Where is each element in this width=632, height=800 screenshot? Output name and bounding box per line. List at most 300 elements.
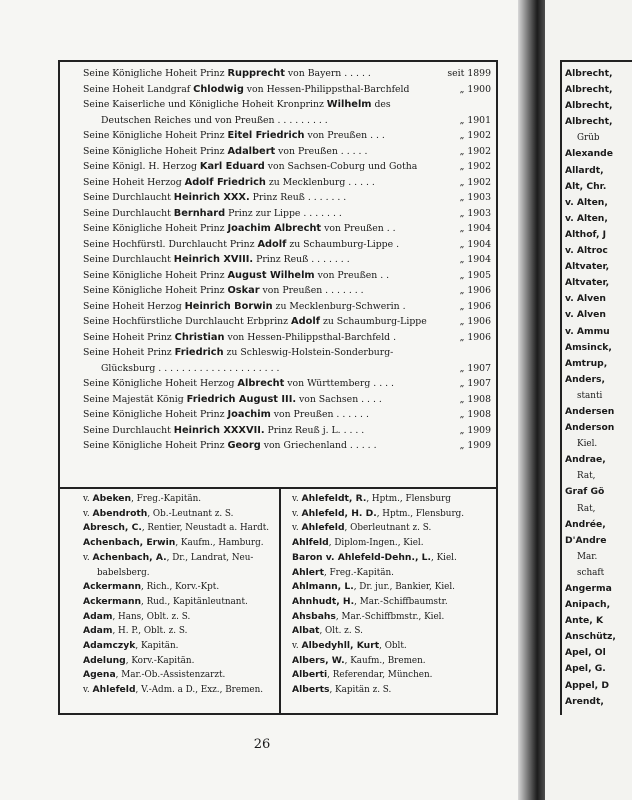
member-name: v. Alten, [565,196,608,208]
membership-year: „ 1908 [459,393,491,405]
member-entry [565,211,632,227]
sovereign-name: Heinrich Borwin [184,300,273,312]
membership-year: „ 1902 [459,130,491,141]
member-name: Ahsbahs [292,610,336,622]
sovereign-row [83,438,491,454]
member-name: Achenbach, A. [92,551,167,563]
sovereign-name: Bernhard [173,207,226,219]
member-entry [83,536,283,551]
member-details: , Kapitän z. S. [329,685,392,696]
member-prefix: v. [292,494,302,504]
sovereign-entry [83,66,371,82]
member-entry [565,565,632,581]
member-details: , H. P., Oblt. z. S. [112,626,188,637]
member-name: Althof, J [565,228,607,240]
member-details: , Rud., Kapitänleutnant. [141,596,248,607]
sovereign-row [83,268,491,284]
member-entry [565,227,632,243]
member-name: Adam [83,625,113,637]
membership-year: „ 1906 [459,331,491,343]
member-details: , Rich., Korv.-Kpt. [141,582,220,593]
member-entry [565,388,632,404]
member-details: stanti [577,390,603,401]
member-name: Albedyhll, Kurt [301,640,380,652]
member-name: Agena [83,669,116,681]
member-name: Ahlefeld [301,522,345,534]
sovereign-suffix: zu Mecklenburg-Schwerin . [272,300,406,312]
sovereign-suffix: von Preußen . . . . . . [270,409,369,420]
sovereign-name: Oskar [227,285,260,296]
member-entry [565,645,632,661]
sovereign-row [83,423,491,439]
member-name: v. Alven [565,293,606,305]
member-entry [565,275,632,291]
sovereign-suffix: von Hessen-Philippsthal-Barchfeld [243,83,410,95]
sovereign-entry [83,330,396,346]
membership-year: „ 1904 [459,238,491,250]
member-details: , V.-Adm. a D., Exz., Bremen. [135,685,264,696]
membership-year: „ 1906 [459,300,491,312]
member-prefix: v. [83,552,93,563]
sovereign-name: Adolf [257,238,287,250]
sovereign-title: Seine Königliche Hoheit Prinz [83,223,228,234]
membership-year [445,345,491,361]
member-entry [292,610,492,625]
member-details: , Kaufm., Bremen. [344,655,426,666]
member-name: Ahlefeldt, R. [301,493,367,504]
sovereign-title: Seine Königliche Hoheit Herzog [83,378,238,389]
member-prefix: v. [83,508,93,519]
sovereign-name: Chlodwig [193,83,244,95]
member-name: Andersen [565,405,615,417]
sovereign-row [83,252,491,268]
member-details: Mar. [577,551,598,562]
member-name: Andrae, [565,454,606,466]
membership-year: „ 1909 [459,440,491,451]
sovereign-entry [101,361,279,377]
member-details: Kiel. [577,439,598,450]
member-entry [83,668,283,683]
member-entry [83,595,283,610]
member-entry [565,678,632,694]
sovereign-suffix: von Preußen . . . [304,130,385,141]
member-details: , Hans, Oblt. z. S. [112,611,191,622]
member-entry [565,163,632,179]
sovereign-title: Seine Königliche Hoheit Prinz [83,440,228,451]
member-name: Alberts [292,684,330,696]
member-details: , Freg.-Kapitän. [323,567,394,578]
sovereign-suffix: von Hessen-Philippsthal-Barchfeld . [224,331,397,343]
membership-year: „ 1900 [459,83,491,95]
member-entry [565,307,632,323]
member-entry [292,654,492,669]
member-name: Anderson [565,422,615,434]
member-entry [83,521,283,536]
member-name: Albrecht, [565,68,613,79]
sovereign-suffix: Prinz Reuß . . . . . . . [249,192,347,203]
sovereign-row [83,314,491,330]
sovereign-row [83,361,491,377]
sovereign-entry [83,97,391,113]
sovereign-row [83,221,491,237]
member-name: Albrecht, [565,116,613,128]
sovereign-row [83,283,491,299]
sovereign-entry [83,82,409,98]
sovereign-title: Seine Königliche Hoheit Prinz [83,145,228,157]
member-name: Anschütz, [565,631,616,643]
sovereign-row [83,206,491,222]
membership-year [445,97,491,113]
member-name: Adam [83,610,113,622]
member-entry [83,551,283,566]
sovereign-title: Seine Königliche Hoheit Prinz [83,269,228,281]
sovereign-row [83,376,491,392]
sovereign-entry [101,113,328,129]
member-entry [565,98,632,114]
member-name: Abeken [92,493,132,504]
sovereign-name: Adolf Friedrich [184,176,266,188]
member-name: Ahlert [292,566,324,578]
sovereign-name: Christian [174,331,225,343]
sovereign-title: Seine Majestät König [83,393,187,405]
member-entry [83,639,283,654]
member-details: Rat, [577,471,596,482]
sovereign-row [83,392,491,408]
sovereign-title: Seine Durchlaucht [83,424,174,436]
member-entry [292,668,492,683]
sovereign-row [83,237,491,253]
member-name: Ahlmann, L. [292,581,354,593]
member-entry [292,536,492,551]
sovereign-entry [83,190,346,206]
member-entry [565,501,632,517]
member-name: Apel, G. [565,663,606,675]
members-column-right [292,492,492,698]
sovereign-title: Seine Kaiserliche und Königliche Hoheit Kronprinz [83,99,327,110]
member-details: , Mar.-Schiffbaumstr. [354,596,448,607]
sovereign-entry [83,438,377,454]
member-name: v. Ammu [565,325,610,337]
sovereign-suffix: von Griechenland . . . . . [260,440,377,451]
sovereign-suffix: Prinz Reuß j. L. . . . . [264,424,365,436]
sovereign-row [83,175,491,191]
sovereign-suffix: zu Schleswig-Holstein-Sonderburg- [223,347,394,358]
member-name: Abendroth [92,507,148,519]
member-name: v. Alten, [565,212,608,224]
member-prefix: v. [292,523,302,534]
sovereign-row [83,82,491,98]
member-name: Amtrup, [565,357,608,369]
member-details: , Referendar, München. [327,670,433,681]
member-name: Altvater, [565,261,610,273]
sovereign-suffix: von Sachsen-Coburg und Gotha [264,161,418,172]
sovereign-name: Rupprecht [227,68,285,79]
member-entry [565,195,632,211]
member-entry [565,436,632,452]
member-entry [565,291,632,307]
sovereign-entry [83,345,393,361]
sovereign-row [83,190,491,206]
member-details: schaft [577,567,605,578]
member-name: Appel, D [565,679,609,691]
sovereign-suffix: des [371,99,391,110]
member-entry [565,324,632,340]
members-column-left [83,492,283,698]
divider-rule [58,487,498,489]
member-name: Arendt, [565,695,604,707]
member-entry [83,507,283,522]
member-entry [565,549,632,565]
member-name: Ahlefeld, H. D. [301,507,377,519]
right-page-column [565,66,632,710]
membership-year: „ 1902 [459,145,491,157]
member-entry [565,340,632,356]
sovereign-name: Friedrich [174,347,224,358]
member-name: Achenbach, Erwin [83,537,176,549]
member-entry [565,533,632,549]
sovereign-row [83,113,491,129]
sovereign-name: Joachim Albrecht [227,223,322,234]
member-name: Graf Gö [565,486,605,498]
sovereign-entry [83,159,417,175]
member-name: Ackermann [83,581,142,593]
member-name: v. Altroc [565,245,608,257]
sovereign-title: Seine Durchlaucht [83,207,174,219]
member-entry [83,610,283,625]
sovereign-row [83,128,491,144]
member-entry [292,683,492,698]
sovereign-title: Seine Hochfürstliche Durchlaucht Erbprinz [83,316,292,327]
member-details: Rat, [577,503,596,514]
member-name: v. Alven [565,309,606,321]
sovereign-suffix: Prinz zur Lippe . . . . . . . [225,207,342,219]
sovereign-suffix: von Preußen . . . . . [275,145,368,157]
member-entry [83,566,283,581]
sovereign-suffix: zu Schaumburg-Lippe [319,316,427,327]
sovereign-row [83,159,491,175]
sovereign-entry [83,221,396,237]
sovereign-entry [83,252,350,268]
member-entry [292,507,492,522]
membership-year: „ 1906 [459,316,491,327]
sovereign-entry [83,268,389,284]
member-details: , Rentier, Neustadt a. Hardt. [141,523,270,534]
membership-year: „ 1901 [459,114,491,126]
member-details: Grüb [577,133,600,144]
member-entry [565,629,632,645]
sovereign-title: Deutschen Reiches und von Preußen . . . . . . . . . [101,114,328,126]
member-name: Ante, K [565,615,604,627]
sovereign-suffix: von Preußen . . [321,223,396,234]
member-entry [565,404,632,420]
sovereign-entry [83,392,382,408]
member-name: Adelung [83,654,126,666]
member-name: Anipach, [565,599,611,611]
sovereign-row [83,66,491,82]
member-entry [292,595,492,610]
member-details: , Olt. z. S. [319,626,363,637]
member-name: D'Andre [565,534,607,546]
sovereign-entry [83,283,364,299]
member-entry [565,420,632,436]
member-name: Albrecht, [565,84,613,96]
member-name: Baron v. Ahlefeld-Dehn., L. [292,551,431,563]
member-entry [565,82,632,98]
member-details: , Ob.-Leutnant z. S. [147,508,234,519]
sovereign-entry [83,128,385,144]
sovereign-entry [83,376,394,392]
member-entry [565,66,632,82]
sovereign-row [83,299,491,315]
member-name: Amsinck, [565,341,612,353]
honorary-members-list [83,66,491,454]
member-name: Albers, W. [292,654,345,666]
member-name: Allardt, [565,164,604,176]
member-entry [565,179,632,195]
member-name: Adamczyk [83,640,136,652]
member-name: Altvater, [565,277,610,289]
member-entry [565,581,632,597]
membership-year: „ 1904 [459,254,491,265]
sovereign-name: August Wilhelm [227,269,315,281]
member-details: , Diplom-Ingen., Kiel. [328,538,424,549]
member-name: Ahlfeld [292,537,329,549]
sovereign-row [83,407,491,423]
sovereign-suffix: zu Mecklenburg . . . . . [265,176,375,188]
membership-year: „ 1902 [459,161,491,172]
sovereign-title: Seine Hoheit Landgraf [83,83,194,95]
sovereign-row [83,144,491,160]
sovereign-entry [83,299,406,315]
sovereign-entry [83,314,427,330]
sovereign-suffix: von Preußen . . [314,269,390,281]
member-name: Albat [292,625,320,637]
sovereign-entry [83,423,364,439]
sovereign-title: Seine Hochfürstl. Durchlaucht Prinz [83,238,258,250]
membership-year: „ 1904 [459,223,491,234]
sovereign-name: Adalbert [227,145,276,157]
membership-year: seit 1899 [447,68,491,79]
sovereign-entry [83,175,375,191]
membership-year: „ 1907 [459,378,491,389]
member-entry [83,580,283,595]
member-name: Alt, Chr. [565,180,607,192]
member-entry [565,468,632,484]
member-details: , Kapitän. [135,641,179,652]
membership-year: „ 1903 [459,192,491,203]
member-name: Ackermann [83,595,142,607]
sovereign-title: Seine Durchlaucht [83,192,174,203]
member-name: Abresch, C. [83,522,142,534]
sovereign-suffix: zu Schaumburg-Lippe . [286,238,400,250]
member-details: , Dr., Landrat, Neu- [166,552,254,563]
member-entry [565,694,632,710]
sovereign-title: Seine Königliche Hoheit Prinz [83,285,228,296]
member-entry [565,661,632,677]
sovereign-row [83,330,491,346]
member-entry [565,597,632,613]
sovereign-name: Heinrich XXXVII. [173,424,265,436]
sovereign-name: Adolf [291,316,320,327]
member-entry [292,639,492,654]
member-entry [565,130,632,146]
sovereign-entry [83,407,369,423]
member-name: Angerma [565,583,612,594]
member-entry [292,521,492,536]
member-entry [292,580,492,595]
member-details: , Freg.-Kapitän. [131,494,202,504]
member-details: , Kiel. [430,552,457,563]
member-prefix: v. [83,685,93,696]
member-details: babelsberg. [97,567,150,578]
sovereign-suffix: Prinz Reuß . . . . . . . [253,254,350,265]
sovereign-suffix: von Preußen . . . . . . . [259,285,364,296]
member-entry [83,624,283,639]
member-name: Anders, [565,373,605,385]
member-entry [565,114,632,130]
member-details: , Mar.-Schiffbmstr., Kiel. [335,611,445,622]
sovereign-suffix: von Sachsen . . . . [296,393,382,405]
member-entry [565,613,632,629]
sovereign-name: Heinrich XVIII. [173,254,254,265]
sovereign-suffix: von Bayern . . . . . [284,68,371,79]
member-details: , Dr. jur., Bankier, Kiel. [353,582,455,593]
sovereign-name: Georg [227,440,261,451]
membership-year: „ 1905 [459,269,491,281]
sovereign-title: Seine Hoheit Herzog [83,300,185,312]
member-details: , Oberleutnant z. S. [344,523,432,534]
member-name: Albrecht, [565,100,613,112]
member-entry [565,452,632,468]
member-details: , Hptm., Flensburg. [376,508,465,519]
sovereign-title: Seine Durchlaucht [83,254,174,265]
sovereign-name: Eitel Friedrich [227,130,305,141]
member-prefix: v. [292,508,302,519]
sovereign-title: Seine Königliche Hoheit Prinz [83,130,228,141]
membership-year: „ 1908 [459,409,491,420]
member-prefix: v. [292,641,302,652]
member-name: Ahnhudt, H. [292,595,355,607]
sovereign-title: Glücksburg . . . . . . . . . . . . . . . . . . . . . [101,362,280,374]
membership-year: „ 1903 [459,207,491,219]
member-entry [565,484,632,500]
member-entry [565,517,632,533]
sovereign-title: Seine Königliche Hoheit Prinz [83,409,228,420]
sovereign-title: Seine Hoheit Herzog [83,176,185,188]
sovereign-name: Heinrich XXX. [173,192,250,203]
member-entry [565,146,632,162]
member-entry [565,372,632,388]
sovereign-name: Albrecht [237,378,285,389]
sovereign-title: Seine Königliche Hoheit Prinz [83,68,228,79]
member-entry [292,492,492,507]
member-name: Alexande [565,148,613,160]
sovereign-name: Joachim [227,409,271,420]
sovereign-name: Friedrich August III. [186,393,297,405]
page-number: 26 [253,737,271,752]
membership-year: „ 1902 [459,176,491,188]
member-details: , Kaufm., Hamburg. [175,538,264,549]
member-details: , Hptm., Flensburg [366,494,451,504]
member-entry [565,356,632,372]
sovereign-suffix: von Württemberg . . . . [284,378,394,389]
member-details: , Korv.-Kapitän. [125,655,195,666]
sovereign-title: Seine Hoheit Prinz [83,347,175,358]
member-name: Ahlefeld [92,684,136,696]
sovereign-name: Karl Eduard [199,161,265,172]
sovereign-entry [83,206,342,222]
member-details: , Mar.-Ob.-Assistenzarzt. [115,670,226,681]
